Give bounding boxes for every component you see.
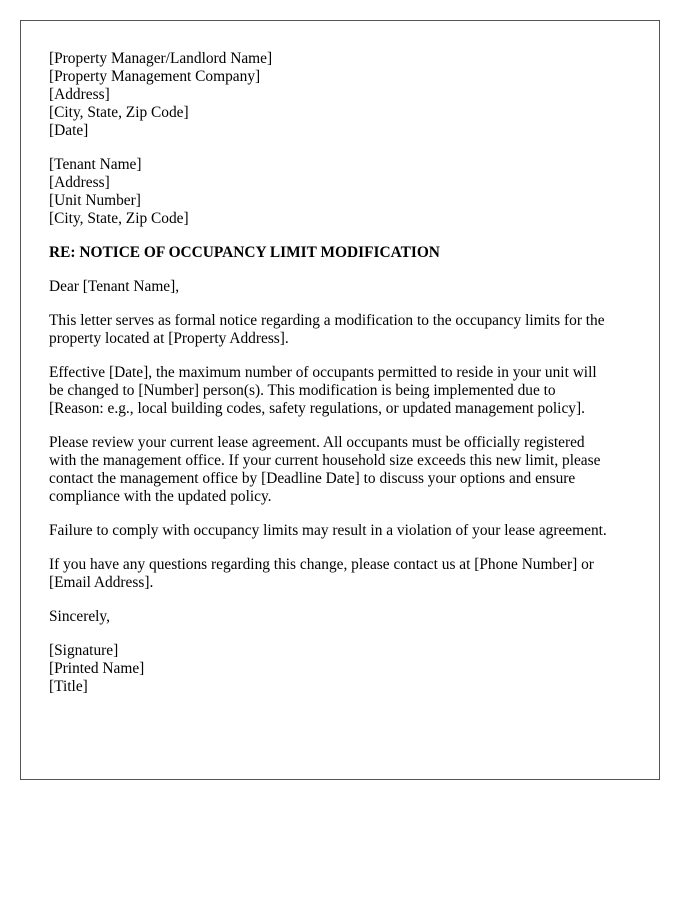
- closing: Sincerely,: [49, 608, 110, 625]
- paragraph-line: If you have any questions regarding this change, please contact us at [Phone Number] or: [49, 556, 594, 573]
- paragraph-notice: [49, 312, 639, 348]
- paragraph-line: with the management office. If your current household size exceeds this new limit, please: [49, 452, 601, 469]
- recipient-block: [49, 156, 639, 228]
- paragraph-line: property located at [Property Address].: [49, 330, 289, 347]
- subject-line: RE: NOTICE OF OCCUPANCY LIMIT MODIFICATION: [49, 244, 440, 261]
- recipient-city-state-zip: [City, State, Zip Code]: [49, 210, 189, 227]
- paragraph-line: compliance with the updated policy.: [49, 488, 272, 505]
- sender-city-state-zip: [City, State, Zip Code]: [49, 104, 189, 121]
- paragraph-line: This letter serves as formal notice regarding a modification to the occupancy limits for the: [49, 312, 605, 329]
- sender-company: [Property Management Company]: [49, 68, 261, 85]
- recipient-address: [Address]: [49, 174, 110, 191]
- sender-name: [Property Manager/Landlord Name]: [49, 50, 273, 67]
- letter-content: [49, 50, 639, 696]
- paragraph-line: Please review your current lease agreement. All occupants must be officially registered: [49, 434, 585, 451]
- recipient-unit: [Unit Number]: [49, 192, 141, 209]
- recipient-name: [Tenant Name]: [49, 156, 142, 173]
- letter-date: [Date]: [49, 122, 89, 139]
- paragraph-line: Failure to comply with occupancy limits may result in a violation of your lease agreement.: [49, 522, 607, 539]
- signature-block: [49, 642, 639, 696]
- paragraph-line: Effective [Date], the maximum number of occupants permitted to reside in your unit will: [49, 364, 597, 381]
- printed-name: [Printed Name]: [49, 660, 145, 677]
- paragraph-review: [49, 434, 639, 506]
- sender-block: [49, 50, 639, 140]
- paragraph-contact: [49, 556, 639, 592]
- paragraph-line: be changed to [Number] person(s). This modification is being implemented due to: [49, 382, 556, 399]
- salutation: Dear [Tenant Name],: [49, 278, 180, 295]
- paragraph-line: [Email Address].: [49, 574, 154, 591]
- paragraph-line: [Reason: e.g., local building codes, safety regulations, or updated management policy].: [49, 400, 585, 417]
- paragraph-line: contact the management office by [Deadline Date] to discuss your options and ensure: [49, 470, 576, 487]
- signature: [Signature]: [49, 642, 119, 659]
- letter-page: [20, 20, 660, 780]
- paragraph-failure: [49, 522, 639, 540]
- signer-title: [Title]: [49, 678, 88, 695]
- paragraph-effective: [49, 364, 639, 418]
- sender-address: [Address]: [49, 86, 110, 103]
